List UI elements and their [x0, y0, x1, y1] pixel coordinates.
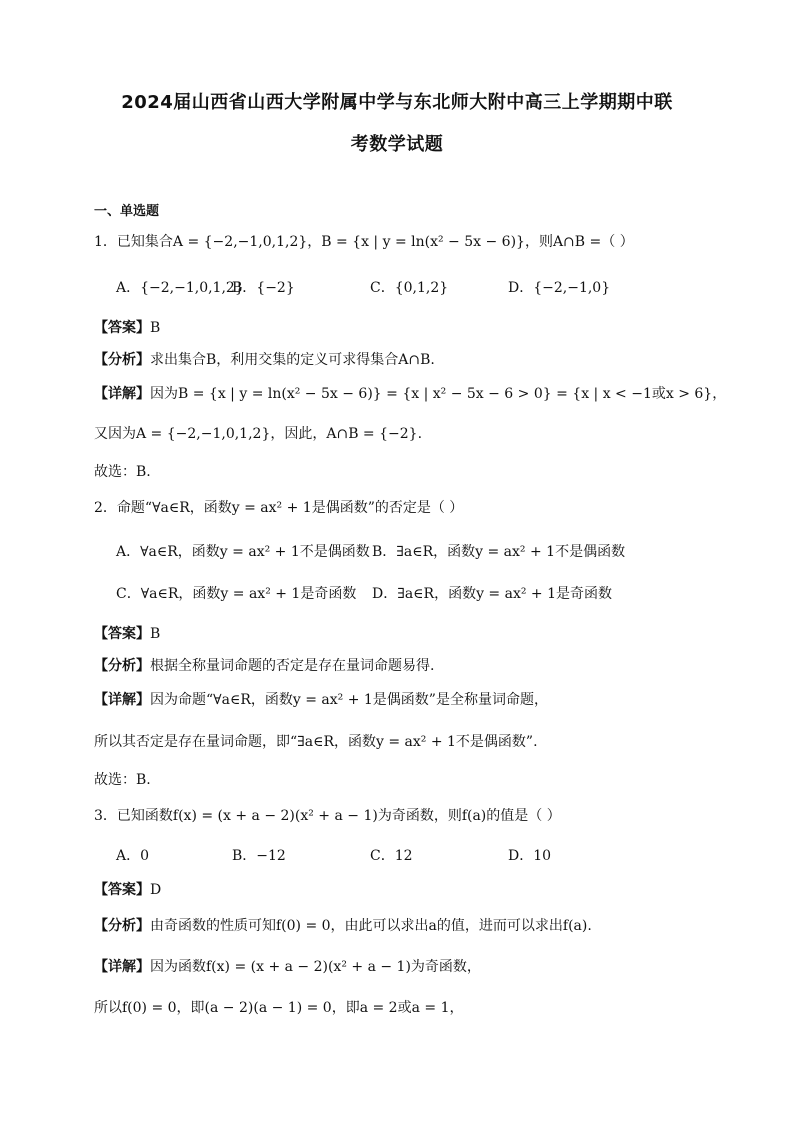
- doc-title-line-1: 2024届山西省山西大学附属中学与东北师大附中高三上学期期中联: [121, 92, 673, 113]
- analysis-text: 求出集合B，利用交集的定义可求得集合A∩B.: [150, 352, 435, 368]
- q3-answer: [94, 880, 161, 900]
- analysis-tag: 【分析】: [94, 352, 150, 368]
- q1-analysis: [94, 350, 435, 370]
- q1-option-b: B．{−2}: [232, 280, 295, 296]
- q2-choose: 故选：B.: [94, 772, 151, 788]
- q1-option-a: A．{−2,−1,0,1,2}: [116, 280, 244, 296]
- q3-detail-cont: 所以f(0) = 0，即(a − 2)(a − 1) = 0，即a = 2或a = 1，: [94, 1000, 464, 1016]
- q1-option-c: C．{0,1,2}: [370, 280, 449, 296]
- detail-text: 因为B = {x | y = ln(x² − 5x − 6)} = {x | x² − 5x − 6 > 0} = {x | x < −1或x > 6}，: [150, 386, 727, 402]
- q1-answer: [94, 318, 160, 338]
- q3-option-d: D．10: [508, 848, 552, 864]
- analysis-tag: 【分析】: [94, 658, 150, 674]
- doc-title-line-2: 考数学试题: [350, 134, 444, 155]
- q2-answer: [94, 624, 160, 644]
- answer-value: D: [150, 882, 162, 898]
- answer-value: B: [150, 320, 161, 336]
- q2-option-c: C．∀a∈R，函数y = ax² + 1是奇函数: [116, 586, 357, 602]
- detail-tag: 【详解】: [94, 386, 150, 402]
- detail-text: 因为函数f(x) = (x + a − 2)(x² + a − 1)为奇函数，: [150, 959, 481, 975]
- answer-tag: 【答案】: [94, 320, 150, 336]
- answer-tag: 【答案】: [94, 626, 150, 642]
- analysis-text: 由奇函数的性质可知f(0) = 0，由此可以求出a的值，进而可以求出f(a).: [150, 918, 592, 934]
- analysis-text: 根据全称量词命题的否定是存在量词命题易得.: [150, 658, 435, 674]
- question-2-stem: 2．命题“∀a∈R，函数y = ax² + 1是偶函数”的否定是（ ）: [94, 500, 464, 516]
- analysis-tag: 【分析】: [94, 918, 150, 934]
- detail-tag: 【详解】: [94, 692, 150, 708]
- q1-option-d: D．{−2,−1,0}: [508, 280, 611, 296]
- q2-option-b: B．∃a∈R，函数y = ax² + 1不是偶函数: [372, 544, 626, 560]
- q3-option-b: B．−12: [232, 848, 286, 864]
- q3-detail: [94, 957, 481, 977]
- question-1-stem: 1．已知集合A = {−2,−1,0,1,2}，B = {x | y = ln(x² − 5x − 6)}，则A∩B =（ ）: [94, 234, 634, 250]
- q1-detail: [94, 384, 726, 404]
- q3-analysis: [94, 916, 592, 936]
- section-heading: 一、单选题: [94, 204, 160, 219]
- answer-tag: 【答案】: [94, 882, 150, 898]
- q2-analysis: [94, 656, 434, 676]
- q2-detail-cont: 所以其否定是存在量词命题，即“∃a∈R，函数y = ax² + 1不是偶函数”.: [94, 734, 538, 750]
- answer-value: B: [150, 626, 161, 642]
- question-3-stem: 3．已知函数f(x) = (x + a − 2)(x² + a − 1)为奇函数，则f(a)的值是（ ）: [94, 808, 561, 824]
- detail-tag: 【详解】: [94, 959, 150, 975]
- q1-detail-cont: 又因为A = {−2,−1,0,1,2}，因此，A∩B = {−2}.: [94, 426, 423, 442]
- q3-option-c: C．12: [370, 848, 413, 864]
- q3-option-a: A．0: [116, 848, 150, 864]
- detail-text: 因为命题“∀a∈R，函数y = ax² + 1是偶函数”是全称量词命题，: [150, 692, 548, 708]
- q2-detail: [94, 690, 548, 710]
- q2-option-d: D．∃a∈R，函数y = ax² + 1是奇函数: [372, 586, 613, 602]
- q2-option-a: A．∀a∈R，函数y = ax² + 1不是偶函数: [116, 544, 370, 560]
- q1-choose: 故选：B.: [94, 464, 151, 480]
